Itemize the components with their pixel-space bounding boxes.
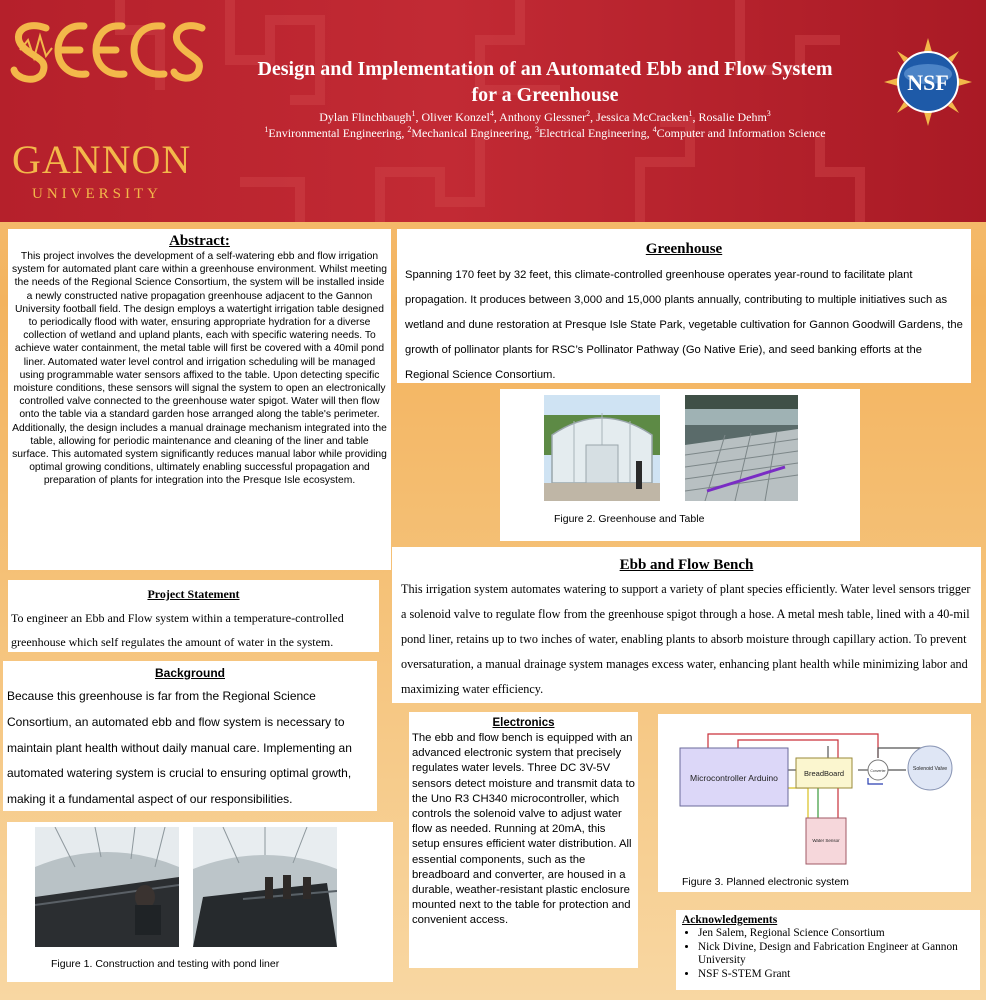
poster-title <box>210 56 880 108</box>
title-line-2: for a Greenhouse <box>471 84 619 106</box>
background-panel <box>3 661 377 811</box>
breadboard-label: BreadBoard <box>803 769 845 778</box>
greenhouse-body: Spanning 170 feet by 32 feet, this climate-controlled greenhouse operates year-round to facilitate plant propagation. It produces between 3,000 and 15,000 plants annually, contributing to multiple initiatives such as wetland and dune restoration at Presque Isle State Park, vegetable cultivation for Gannon Goodwill Gardens, the growth of pollinator plants for RSC’s Pollinator Pathway (Go Native Erie), and seed banking efforts at the Regional Science Consortium. <box>405 269 963 381</box>
author-list: Dylan Flinchbaugh$^1$, Oliver Konzel$^4$, Anthony Glessner$^2$, Jessica McCracken$^1$, Rosalie Dehm$^3$ <box>319 109 771 124</box>
greenhouse-heading: Greenhouse <box>645 241 723 257</box>
electronics-body: The ebb and flow bench is equipped with an advanced electronic system that precisely regulates water levels. Three DC 3V-5V sensors detect moisture and transmit data to the Uno R3 CH340 microcontroller, which controls the solenoid valve to adjust water flow as needed. Running at 20mA, this setup ensures efficient water distribution. All essential components, such as the breadboard and converter, are housed in a durable, weather-resistant plastic enclosure mounted next to the table for protection and convenient access. <box>412 732 635 927</box>
acknowledgement-item: • Nick Divine, Design and Fabrication Engineer at Gannon University <box>698 941 974 968</box>
water-sensor-label: Water Sensor <box>812 838 840 843</box>
electronics-heading: Electronics <box>492 717 555 729</box>
figure-1-panel <box>7 822 393 982</box>
seccs-logo-icon <box>6 14 206 86</box>
acknowledgements-heading: Acknowledgements <box>682 914 778 926</box>
project-statement-panel <box>8 580 379 652</box>
background-body: Because this greenhouse is far from the Regional Science Consortium, an automated ebb and flow system is necessary to maintain plant health without daily manual care. Implementing an automated watering system is crucial to ensuring optimal growth, making it a fundamental aspect of our responsibilities. <box>7 689 352 807</box>
greenhouse-panel <box>397 229 971 383</box>
author-name: Jessica McCracken <box>596 110 689 124</box>
svg-text:NSF: NSF <box>907 70 949 95</box>
author-name: Oliver Konzel <box>421 110 490 124</box>
affiliation: Mechanical Engineering <box>411 126 529 140</box>
acknowledgements-list <box>682 927 974 981</box>
acknowledgements-panel <box>676 910 980 990</box>
converter-label: Converter <box>870 769 886 773</box>
ebb-flow-body: This irrigation system automates watering to support a variety of plant species efficiently. Water level sensors trigger a solenoid valve to regulate flow from the greenhouse spigot through a hose. A metal mesh table, lined with a 40-mil pond liner, retains up to two inches of water, enabling plants to absorb moisture through capillary action. To prevent oversaturation, a manual drainage system manages excess water, enhancing plant health while minimizing labor and maximizing water efficiency. <box>401 582 971 696</box>
microcontroller-label: Microcontroller Arduino <box>690 773 778 783</box>
project-statement-body: To engineer an Ebb and Flow system within a temperature-controlled greenhouse which self regulates the amount of water in the system. <box>11 611 344 649</box>
ebb-flow-heading: Ebb and Flow Bench <box>619 557 754 573</box>
author-name: Rosalie Dehm <box>698 110 767 124</box>
title-line-1: Design and Implementation of an Automated Ebb and Flow System <box>257 58 833 80</box>
electronics-panel <box>409 712 638 968</box>
affiliation: Environmental Engineering <box>268 126 402 140</box>
solenoid-label: Solenoid Valve <box>912 766 948 772</box>
electronic-system-diagram <box>668 718 964 868</box>
header-banner <box>0 0 986 222</box>
figure-3-caption: Figure 3. Planned electronic system <box>682 876 849 888</box>
nsf-logo-icon <box>884 38 972 126</box>
university-wordmark: UNIVERSITY <box>32 186 162 202</box>
author-name: Dylan Flinchbaugh <box>319 110 412 124</box>
gannon-wordmark: GANNON <box>12 137 192 182</box>
greenhouse-exterior-photo <box>544 395 660 501</box>
pond-liner-photo-1 <box>35 827 179 947</box>
figure-2-panel <box>500 389 860 541</box>
background-heading: Background <box>154 666 225 680</box>
pond-liner-photo-2 <box>193 827 337 947</box>
affiliation: Electrical Engineering <box>539 126 647 140</box>
figure-3-panel <box>658 714 971 892</box>
abstract-heading: Abstract: <box>169 233 230 249</box>
author-name: Anthony Glessner <box>499 110 587 124</box>
abstract-body: This project involves the development of a self-watering ebb and flow irrigation system for automated plant care within a greenhouse environment. Whilst meeting the needs of the Regional Science Consortium, the system will be installed inside a newly constructed native propagation greenhouse adjacent to the Gannon University football field. The design employs a watertight irrigation table designed to periodically flood with water, ensuring appropriate hydration for a diverse collection of wetland and upland plants, each with specific watering needs. To achieve water containment, the metal table will first be covered with a 40mil pond liner. Automated water level control and irrigation scheduling will be managed using programmable water sensors affixed to the table. Upon detecting specific moisture conditions, these sensors will signal the system to open an electronically controlled valve connected to the greenhouse water spigot. Water will then flow onto the table via a standard garden hose arranged along the table's perimeter. Additionally, the design includes a manual drainage mechanism integrated into the table, allowing for periodic maintenance and cleaning of the liner and table surface. This automated system significantly reduces manual labor while providing optimal growing conditions, ultimately enabling successful propagation and preparation of plants for integration into the Presque Isle ecosystem. <box>12 251 387 487</box>
affiliation-list: $^1$Environmental Engineering, $^2$Mechanical Engineering, $^3$Electrical Engineering, $^4$Computer and Information Science <box>264 125 826 140</box>
project-statement-heading: Project Statement <box>147 587 240 601</box>
acknowledgement-item: • NSF S-STEM Grant <box>698 968 974 982</box>
acknowledgement-item: • Jen Salem, Regional Science Consortium <box>698 927 974 941</box>
ebb-flow-panel <box>392 547 981 703</box>
figure-2-caption: Figure 2. Greenhouse and Table <box>554 513 705 525</box>
abstract-panel <box>8 229 391 570</box>
greenhouse-table-photo <box>685 395 798 501</box>
figure-1-caption: Figure 1. Construction and testing with pond liner <box>51 958 280 970</box>
affiliation: Computer and Information Science <box>656 126 826 140</box>
